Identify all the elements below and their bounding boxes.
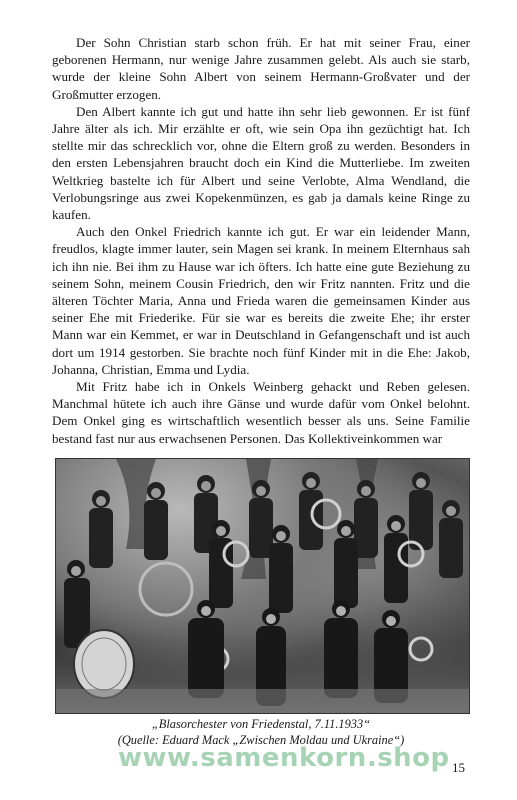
photo-caption: „Blasorchester von Friedenstal, 7.11.1933“ bbox=[151, 717, 371, 731]
paragraph: Der Sohn Christian starb schon früh. Er hat mit seiner Frau, einer geborenen Hermann, nur wenige Jahre zusammen gelebt. Als auch sie starb, wurde der kleine Sohn Albert von seinem Hermann-Großvater und der Großmutter erzogen. bbox=[52, 35, 470, 102]
front-face-highlights bbox=[201, 606, 396, 626]
paragraph: Mit Fritz habe ich in Onkels Weinberg gehackt und Reben gelesen. Manchmal hütete ich auch ihre Gänse und wurde dafür vom Onkel belohnt. Dem Onkel ging es wirtschaftlich wesentlich besser als uns. Seine Familie bestand fast nur aus erwachsenen Personen. Das Kollektiveinkommen war bbox=[52, 379, 470, 446]
brass-band-photo bbox=[55, 458, 470, 714]
page-number: 15 bbox=[452, 760, 465, 775]
bass-drum bbox=[74, 630, 134, 698]
photo-source: (Quelle: Eduard Mack „Zwischen Moldau und Ukraine“) bbox=[117, 733, 405, 747]
body-text bbox=[52, 34, 470, 447]
paragraph: Auch den Onkel Friedrich kannte ich gut. Er war ein leidender Mann, freudlos, klagte immer lauter, sein Magen sei krank. In meinem Elternhaus sah ich ihn nie. Bei ihm zu Hause war ich öfters. Ich hatte eine gute Beziehung zu seinem Sohn, meinem Cousin Friedrich, den wir Fritz nannten. Fritz und die älteren Töchter Maria, Anna und Frieda waren die gemeinsamen Kinder aus seiner Ehe mit Friederike. Für sie war es bereits die zweite Ehe; ihr erster Mann war ein Kemmet, er war in Deutschland in Gefangenschaft und ist auch dort um 1914 gestorben. Sie brachte noch fünf Kinder mit in die Ehe: Jakob, Johanna, Christian, Emma und Lydia. bbox=[52, 224, 470, 377]
watermark: www.samenkorn.shop bbox=[118, 743, 450, 773]
photo-illustration bbox=[56, 459, 469, 713]
paragraph: Den Albert kannte ich gut und hatte ihn sehr lieb gewonnen. Er ist fünf Jahre älter als ich. Mir erzählte er oft, wie sein Opa ihn gezüchtigt hat. Ich stellte mir das schrecklich vor, ohne die Eltern groß zu werden. Besonders in den ersten Lebensjahren braucht doch ein Kind die Mutterliebe. Im zweiten Weltkrieg bastelte ich für Albert und seine Verlobte, Alma Wendland, die Verlobungsringe aus zwei Kopekenmünzen, es gab ja damals keine Ringe zu kaufen. bbox=[52, 103, 470, 223]
ground bbox=[56, 689, 469, 713]
